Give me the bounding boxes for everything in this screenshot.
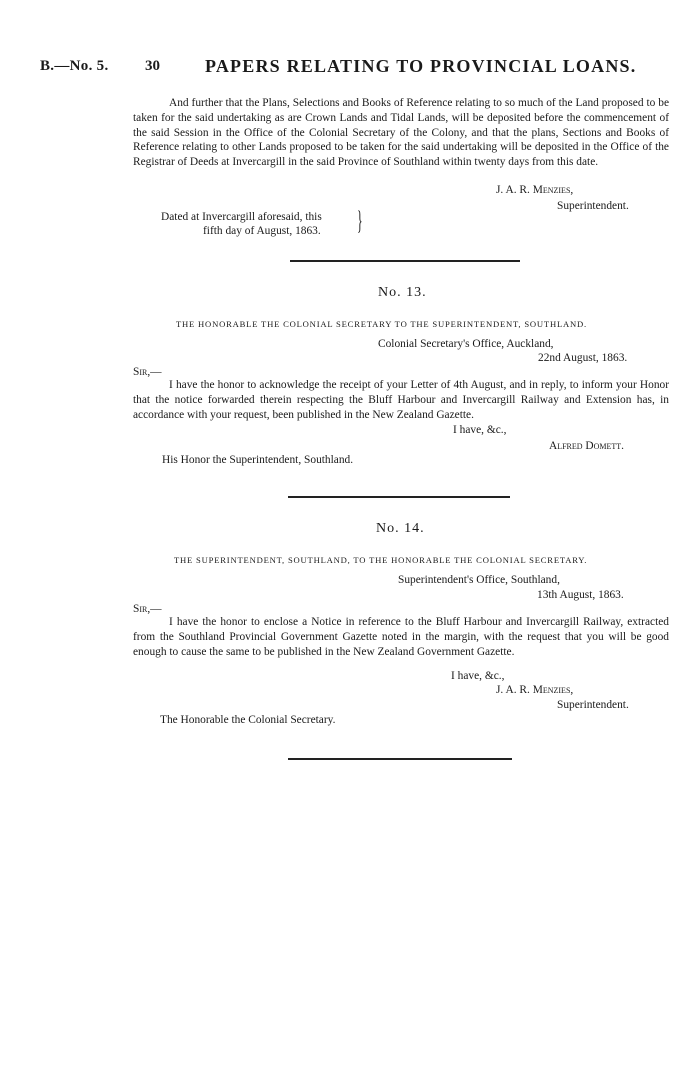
section-divider-3 — [288, 758, 512, 760]
letter-13-addressee: His Honor the Superintendent, Southland. — [162, 454, 354, 466]
section-divider-1 — [290, 260, 520, 262]
letter-14-addressee: The Honorable the Colonial Secretary. — [160, 714, 336, 726]
letter-13-number: No. 13. — [378, 285, 427, 300]
letter-13-office: Colonial Secretary's Office, Auckland, — [378, 338, 554, 350]
opening-paragraph — [133, 96, 669, 170]
opening-signature-name: J. A. R. Menzies, — [496, 184, 574, 196]
page-number: 30 — [145, 58, 160, 74]
page-title: PAPERS RELATING TO PROVINCIAL LOANS. — [205, 56, 637, 76]
letter-14-number: No. 14. — [376, 521, 425, 536]
dated-line-2: fifth day of August, 1863. — [203, 225, 321, 237]
letter-14-salutation: Sir,— — [133, 603, 162, 615]
brace-mark: } — [357, 206, 363, 235]
letter-13-salutation: Sir,— — [133, 366, 162, 378]
letter-14-date: 13th August, 1863. — [537, 589, 624, 601]
document-reference: B.—No. 5. — [40, 58, 109, 74]
letter-14-office: Superintendent's Office, Southland, — [398, 574, 560, 586]
opening-signature-title: Superintendent. — [557, 200, 629, 212]
letter-13-body-text: I have the honor to acknowledge the receipt of your Letter of 4th August, and in reply, to inform your Honor that the notice forwarded therein respecting the Bluff Harbour and Invercargill Railway and Extension has, in accordance with your request, been published in the New Zealand Gazette. — [133, 379, 669, 421]
letter-14-signature-title: Superintendent. — [557, 699, 629, 711]
opening-text: And further that the Plans, Selections and Books of Reference relating to so much of the Land proposed to be taken for the said undertaking as are Crown Lands and Tidal Lands, will be deposited before the commencement of the said Session in the Office of the Colonial Secretary of the Colony, and that the plans, Sections and Books of Reference relating to other Lands proposed to be taken for the said undertaking will be deposited in the Office of the Registrar of Deeds at Invercargill in the said Province of Southland within twenty days from this date. — [133, 97, 669, 169]
letter-13-heading: THE HONORABLE THE COLONIAL SECRETARY TO THE SUPERINTENDENT, SOUTHLAND. — [176, 319, 587, 329]
letter-14-heading: THE SUPERINTENDENT, SOUTHLAND, TO THE HONORABLE THE COLONIAL SECRETARY. — [174, 555, 588, 565]
letter-13-date: 22nd August, 1863. — [538, 352, 628, 364]
letter-13-closing: I have, &c., — [453, 424, 507, 436]
letter-14-signature-name: J. A. R. Menzies, — [496, 684, 574, 696]
letter-14-body-text: I have the honor to enclose a Notice in reference to the Bluff Harbour and Invercargill Railway, extracted from the Southland Provincial Government Gazette noted in the margin, with the request that you will be good enough to cause the same to be published in the New Zealand Government Gazette. — [133, 616, 669, 658]
letter-14-body — [133, 615, 669, 659]
letter-13-body — [133, 378, 669, 422]
section-divider-2 — [288, 496, 510, 498]
letter-14-closing: I have, &c., — [451, 670, 505, 682]
dated-line-1: Dated at Invercargill aforesaid, this — [161, 211, 322, 223]
letter-13-signature: Alfred Domett. — [549, 440, 625, 452]
